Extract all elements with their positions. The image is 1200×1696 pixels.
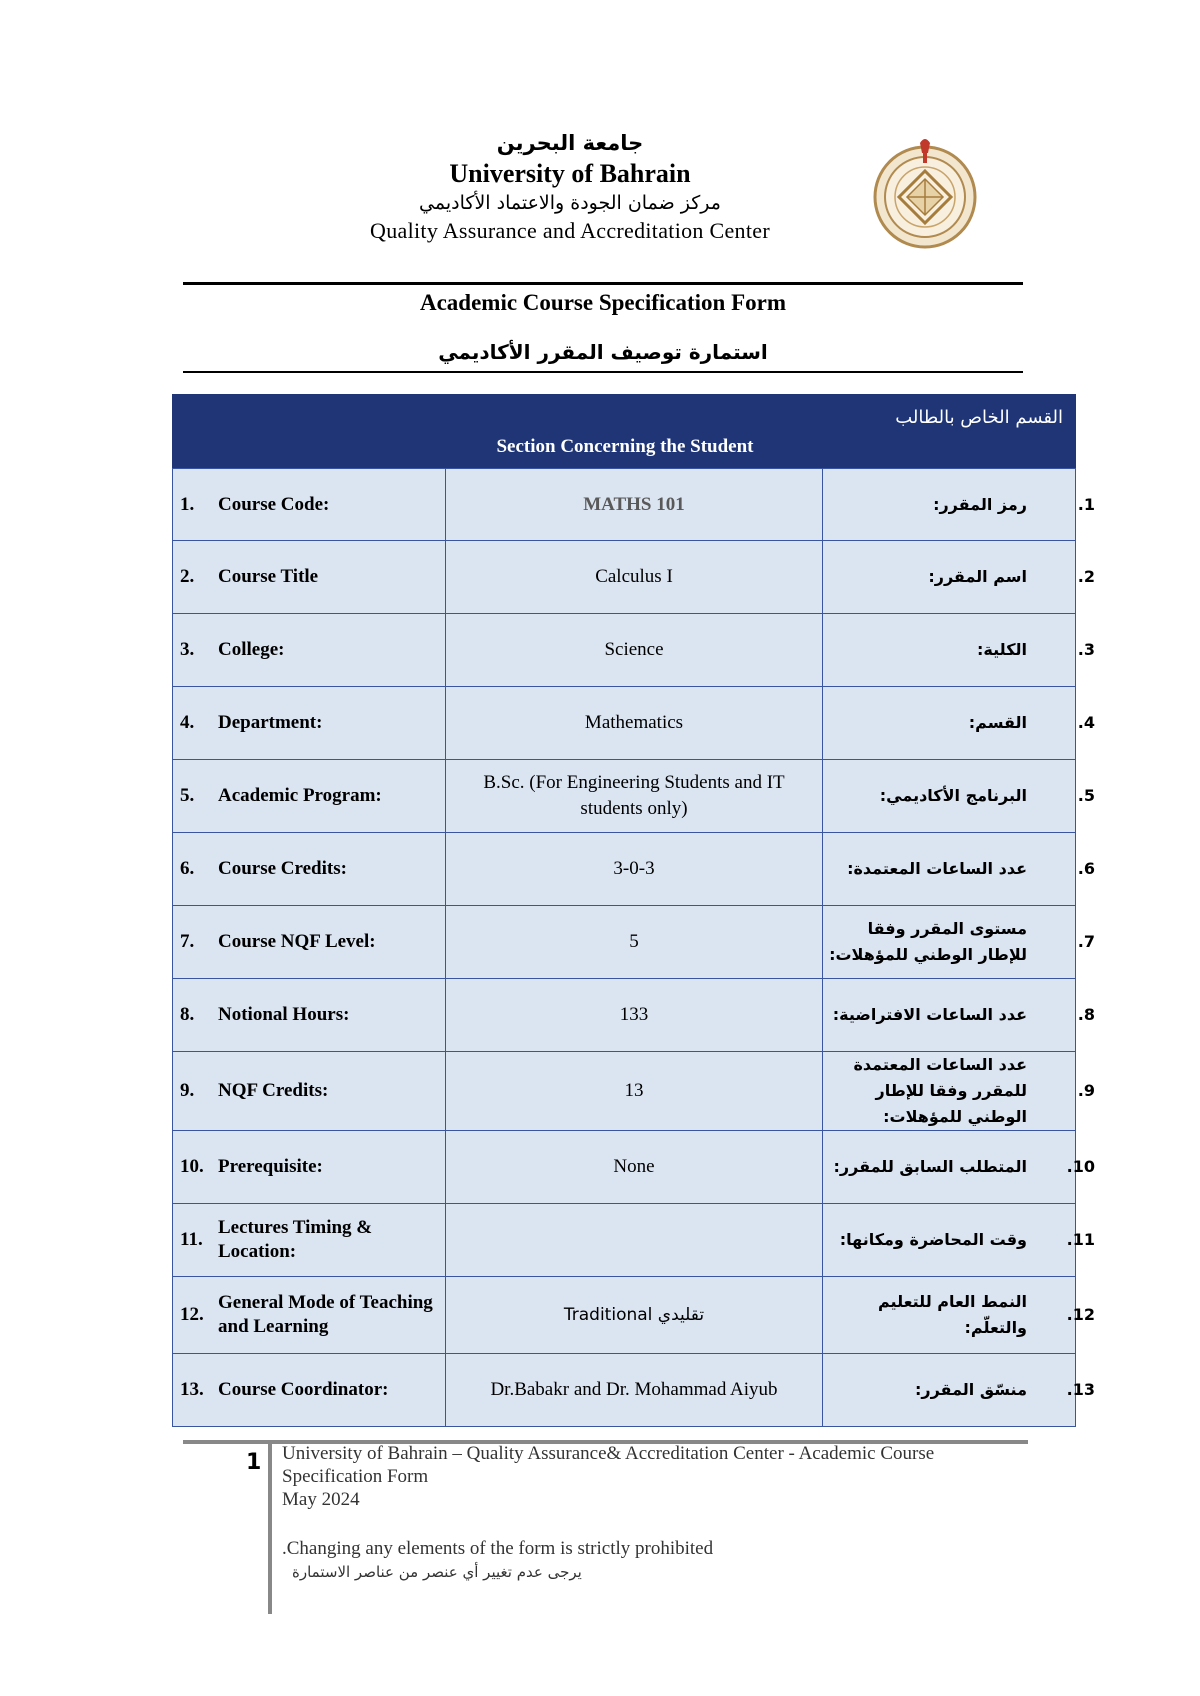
row-label-ar: مستوى المقرر وفقا للإطار الوطني للمؤهلات: <box>829 919 1027 964</box>
row-label: Course Credits: <box>218 858 347 879</box>
form-title-en: Academic Course Specification Form <box>419 290 786 315</box>
page-number: 1 <box>246 1450 262 1475</box>
row-number-ar: .11 <box>1066 1230 1095 1249</box>
row-label-ar: وقت المحاضرة ومكانها: <box>839 1230 1027 1249</box>
row-value: Calculus I <box>446 541 823 613</box>
row-number-ar: .6 <box>1077 859 1095 878</box>
table-row <box>172 1052 1095 1131</box>
table-row <box>172 1277 1095 1354</box>
row-number: 12. <box>180 1304 204 1325</box>
section-header <box>172 394 1076 468</box>
page-header <box>300 128 840 246</box>
row-number: 6. <box>180 858 195 879</box>
row-label-ar: البرنامج الأكاديمي: <box>879 786 1027 805</box>
row-number-ar: .3 <box>1077 640 1095 659</box>
row-number: 2. <box>180 566 195 587</box>
row-number: 9. <box>180 1080 195 1101</box>
row-label: Course Coordinator: <box>218 1379 389 1400</box>
row-label: General Mode of Teaching and Learning <box>218 1292 433 1337</box>
table-row <box>172 468 1095 541</box>
row-value: MATHS 101 <box>446 469 823 540</box>
row-label-ar: منسّق المقرر: <box>914 1380 1027 1399</box>
row-value: 13 <box>446 1052 823 1130</box>
header-divider-bottom <box>183 371 1023 373</box>
row-number-ar: .7 <box>1077 932 1095 951</box>
row-value <box>446 1204 823 1276</box>
row-number: 11. <box>180 1229 203 1250</box>
row-number: 3. <box>180 639 195 660</box>
table-row <box>172 614 1095 687</box>
form-title-ar: استمارة توصيف المقرر الأكاديمي <box>438 340 768 364</box>
table-row <box>172 1354 1095 1427</box>
row-number-ar: .1 <box>1077 494 1095 514</box>
footer-note-ar: يرجى عدم تغيير أي عنصر من عناصر الاستمارة <box>292 1563 582 1581</box>
table-row <box>172 1204 1095 1277</box>
table-row <box>172 541 1095 614</box>
row-label: Department: <box>218 712 323 733</box>
row-value: B.Sc. (For Engineering Students and IT students only) <box>446 760 823 832</box>
row-label-ar: اسم المقرر: <box>928 567 1027 586</box>
row-label-ar: المتطلب السابق للمقرر: <box>833 1157 1027 1176</box>
table-row <box>172 687 1095 760</box>
row-label-ar: عدد الساعات المعتمدة: <box>847 859 1027 878</box>
section-title-ar: القسم الخاص بالطالب <box>895 407 1063 428</box>
row-value: Science <box>446 614 823 686</box>
row-number: 5. <box>180 785 195 806</box>
footer-vertical-divider <box>268 1442 272 1614</box>
row-value: None <box>446 1131 823 1203</box>
row-value: Dr.Babakr and Dr. Mohammad Aiyub <box>446 1354 823 1426</box>
row-number: 10. <box>180 1156 204 1177</box>
center-name-ar: مركز ضمان الجودة والاعتماد الأكاديمي <box>419 192 721 214</box>
row-number: 7. <box>180 931 195 952</box>
table-row <box>172 979 1095 1052</box>
row-label-ar: النمط العام للتعليم والتعلّم: <box>878 1292 1027 1337</box>
row-number-ar: .12 <box>1066 1305 1095 1324</box>
row-label-ar: الكلية: <box>977 640 1027 659</box>
row-number-ar: .13 <box>1066 1380 1095 1399</box>
row-label-ar: عدد الساعات المعتمدة للمقرر وفقا للإطار الوطني للمؤهلات: <box>853 1055 1027 1126</box>
row-number-ar: .10 <box>1066 1157 1095 1176</box>
university-name-ar: جامعة البحرين <box>496 131 644 155</box>
row-label: College: <box>218 639 285 660</box>
course-spec-table <box>172 468 1095 1427</box>
table-row <box>172 833 1095 906</box>
row-label: Course Code: <box>218 493 330 515</box>
row-value: Traditional تقليدي <box>446 1277 823 1353</box>
row-number-ar: .5 <box>1077 786 1095 805</box>
university-seal-logo <box>872 135 978 253</box>
footer-text <box>282 1442 1012 1511</box>
row-label: Prerequisite: <box>218 1156 323 1177</box>
row-number-ar: .2 <box>1077 567 1095 586</box>
row-value: 133 <box>446 979 823 1051</box>
row-number-ar: .8 <box>1077 1005 1095 1024</box>
university-name-en: University of Bahrain <box>449 159 691 188</box>
row-value: Mathematics <box>446 687 823 759</box>
row-label: NQF Credits: <box>218 1080 329 1101</box>
row-number: 1. <box>180 493 195 515</box>
section-title-en: Section Concerning the Student <box>496 436 754 457</box>
footer-line: University of Bahrain – Quality Assurance& Accreditation Center - Academic Course Specification Form <box>282 1443 935 1487</box>
row-label: Course Title <box>218 566 319 587</box>
row-label-ar: عدد الساعات الافتراضية: <box>832 1005 1027 1024</box>
row-label-ar: رمز المقرر: <box>933 494 1027 514</box>
header-divider-top <box>183 282 1023 285</box>
row-label: Academic Program: <box>218 785 382 806</box>
row-number: 4. <box>180 712 195 733</box>
row-value: 3-0-3 <box>446 833 823 905</box>
row-number-ar: .9 <box>1077 1081 1095 1100</box>
table-row <box>172 1131 1095 1204</box>
table-row <box>172 760 1095 833</box>
row-number: 8. <box>180 1004 195 1025</box>
row-label: Course NQF Level: <box>218 931 376 952</box>
row-number-ar: .4 <box>1077 713 1095 732</box>
row-value: 5 <box>446 906 823 978</box>
footer-date: May 2024 <box>282 1489 360 1510</box>
table-row <box>172 906 1095 979</box>
center-name-en: Quality Assurance and Accreditation Center <box>370 218 770 243</box>
row-label-ar: القسم: <box>968 713 1027 732</box>
footer-note-en: .Changing any elements of the form is strictly prohibited <box>282 1538 714 1559</box>
row-number: 13. <box>180 1379 204 1400</box>
row-label: Lectures Timing & Location: <box>218 1217 373 1262</box>
row-label: Notional Hours: <box>218 1004 350 1025</box>
